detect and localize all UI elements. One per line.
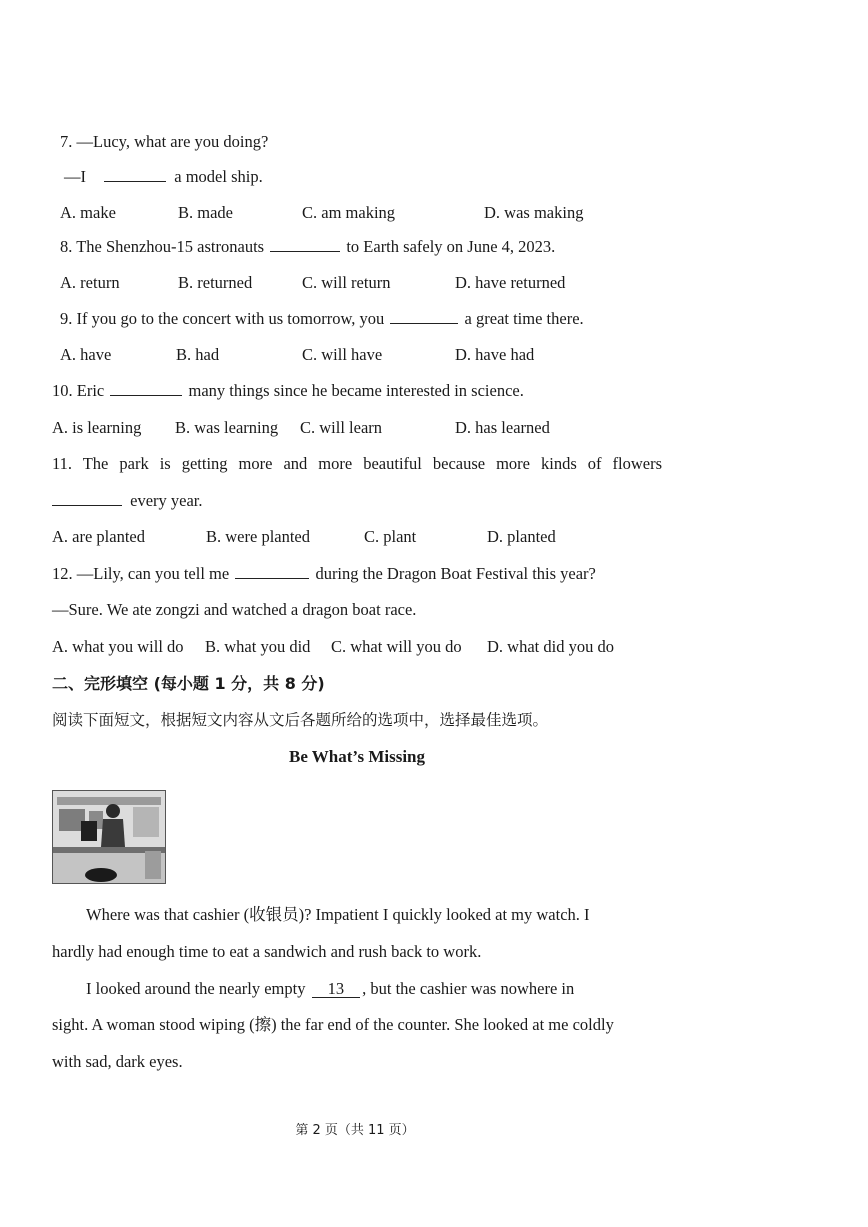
cloze-blank-13[interactable]: 13 xyxy=(312,980,361,998)
section-heading: 二、完形填空 (每小题 1 分，共 8 分) xyxy=(52,674,325,693)
question-12-stem: 12. —Lily, can you tell me during the Dragon Boat Festival this year? xyxy=(52,564,596,583)
option-b[interactable]: B. what you did xyxy=(205,637,311,656)
answer-blank[interactable] xyxy=(104,167,166,182)
passage-title: Be What’s Missing xyxy=(288,747,426,766)
option-d[interactable]: D. was making xyxy=(484,203,584,222)
answer-blank[interactable] xyxy=(270,237,340,252)
passage-illustration xyxy=(52,790,166,884)
question-10-stem: 10. Eric many things since he became interested in science. xyxy=(52,381,524,400)
answer-blank[interactable] xyxy=(235,564,309,579)
option-b[interactable]: B. returned xyxy=(178,273,253,292)
option-c[interactable]: C. will return xyxy=(302,273,391,292)
passage-p2-line3: with sad, dark eyes. xyxy=(52,1052,183,1071)
option-a[interactable]: A. is learning xyxy=(52,418,142,437)
question-11-stem-line1: 11. The park is getting more and more beautiful because more kinds of flowers xyxy=(52,454,662,473)
option-d[interactable]: D. what did you do xyxy=(487,637,614,656)
option-d[interactable]: D. planted xyxy=(487,527,556,546)
answer-blank[interactable] xyxy=(110,381,182,396)
option-a[interactable]: A. make xyxy=(60,203,116,222)
option-a[interactable]: A. what you will do xyxy=(52,637,184,656)
answer-blank[interactable] xyxy=(52,491,122,506)
question-9-stem: 9. If you go to the concert with us tomorrow, you a great time there. xyxy=(60,309,584,328)
option-c[interactable]: C. plant xyxy=(364,527,417,546)
option-b[interactable]: B. had xyxy=(176,345,220,364)
option-d[interactable]: D. have had xyxy=(455,345,535,364)
question-7-reply: —I a model ship. xyxy=(64,167,263,186)
page-number: 第 2 页（共 11 页） xyxy=(295,1123,415,1138)
option-c[interactable]: C. will have xyxy=(302,345,383,364)
answer-blank[interactable] xyxy=(390,309,458,324)
option-a[interactable]: A. are planted xyxy=(52,527,145,546)
question-12-reply: —Sure. We ate zongzi and watched a dragon boat race. xyxy=(52,600,417,619)
option-b[interactable]: B. were planted xyxy=(206,527,311,546)
passage-p1-line1: Where was that cashier (收银员)? Impatient I quickly looked at my watch. I xyxy=(86,905,590,924)
passage-p2-line1: I looked around the nearly empty 13 , but the cashier was nowhere in xyxy=(86,979,575,998)
option-b[interactable]: B. was learning xyxy=(175,418,279,437)
section-instruction: 阅读下面短文，根据短文内容从文后各题所给的选项中，选择最佳选项。 xyxy=(52,711,549,729)
option-a[interactable]: A. return xyxy=(60,273,120,292)
cashier-scene-image xyxy=(53,791,165,883)
option-d[interactable]: D. have returned xyxy=(455,273,566,292)
option-b[interactable]: B. made xyxy=(178,203,233,222)
passage-p2-line2: sight. A woman stood wiping (擦) the far end of the counter. She looked at me coldly xyxy=(52,1015,614,1034)
option-a[interactable]: A. have xyxy=(60,345,112,364)
option-d[interactable]: D. has learned xyxy=(455,418,550,437)
question-7-stem: 7. —Lucy, what are you doing? xyxy=(60,132,269,151)
option-c[interactable]: C. what will you do xyxy=(331,637,462,656)
option-c[interactable]: C. am making xyxy=(302,203,396,222)
question-11-stem-line2: every year. xyxy=(52,491,203,511)
question-8-stem: 8. The Shenzhou-15 astronauts to Earth safely on June 4, 2023. xyxy=(60,237,556,256)
passage-p1-line2: hardly had enough time to eat a sandwich and rush back to work. xyxy=(52,942,482,961)
option-c[interactable]: C. will learn xyxy=(300,418,383,437)
